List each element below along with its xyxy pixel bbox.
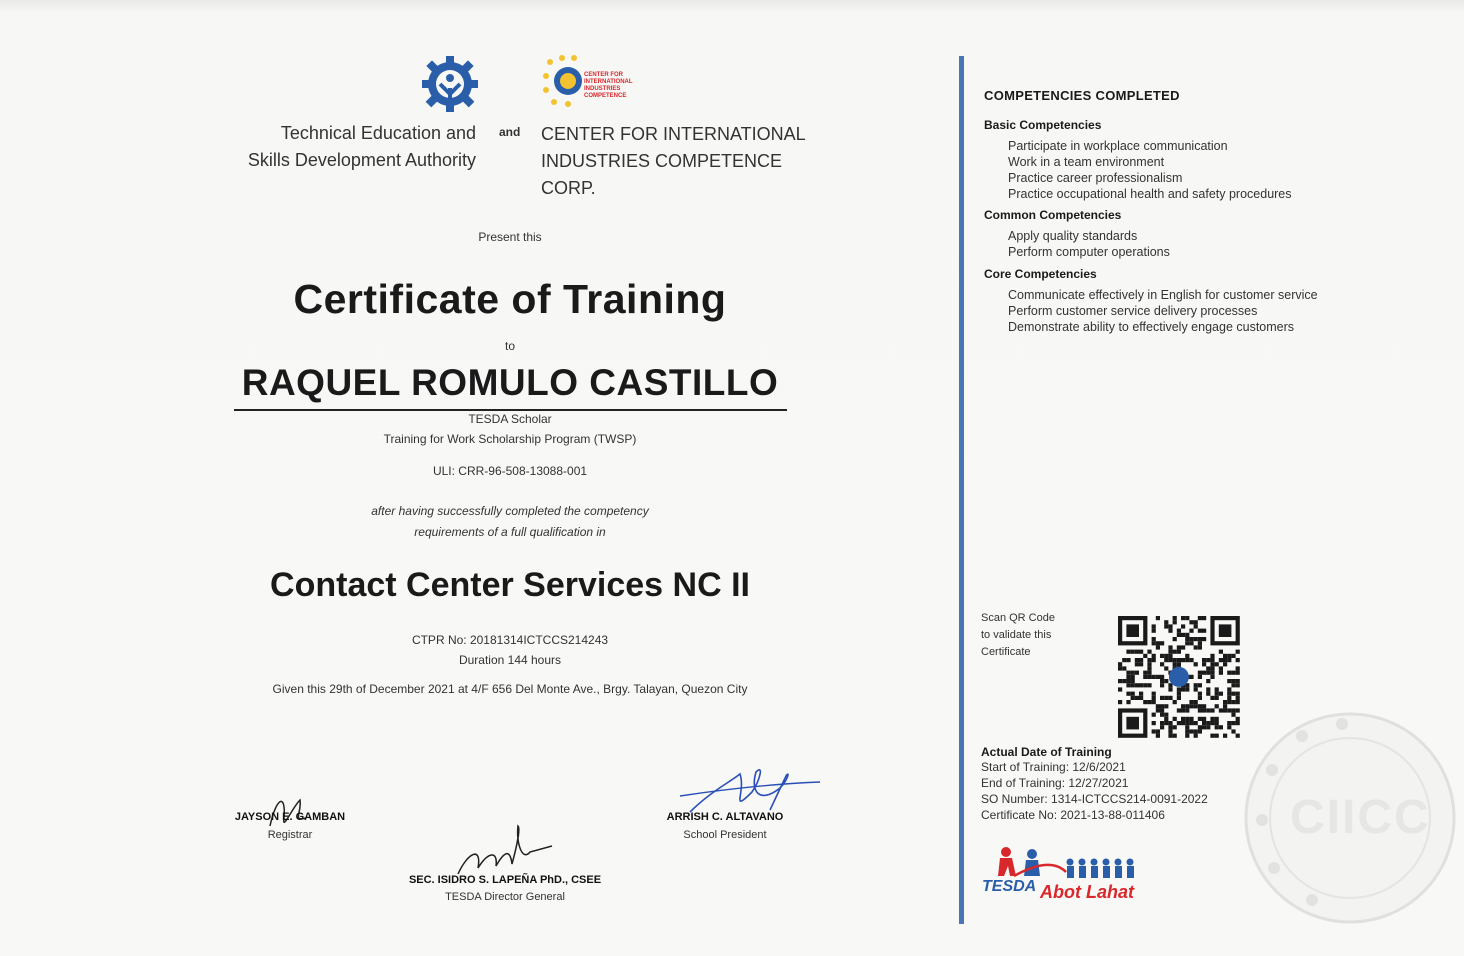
qr-line1: Scan QR Code: [981, 612, 1055, 624]
given-text: Given this 29th of December 2021 at 4/F 656 Del Monte Ave., Brgy. Talayan, Quezon City: [272, 682, 748, 696]
training-dates: [981, 745, 1208, 823]
ciicc-org-line2: INDUSTRIES COMPETENCE: [541, 151, 783, 171]
seal-text: CIICC: [1290, 791, 1431, 844]
ctpr-number: CTPR No: 20181314ICTCCS214243: [411, 633, 609, 647]
tesda-org-name: [210, 120, 476, 174]
list-item: Practice occupational health and safety procedures: [1008, 187, 1292, 201]
scholar-text: TESDA Scholar: [468, 412, 552, 426]
svg-text:COMPETENCE: COMPETENCE: [584, 93, 627, 99]
tesda-org-line2: Skills Development Authority: [247, 150, 476, 170]
duration-text: Duration 144 hours: [458, 653, 562, 667]
director-general-name: SEC. ISIDRO S. LAPEÑA PhD., CSEE: [408, 874, 602, 886]
list-item: Demonstrate ability to effectively engage customers: [1008, 320, 1295, 334]
competencies-heading: COMPETENCIES COMPLETED: [984, 88, 1180, 103]
list-item: Apply quality standards: [1008, 229, 1138, 243]
present-text: Present this: [478, 230, 542, 244]
training-start: Start of Training: 12/6/2021: [981, 760, 1126, 774]
vertical-divider: [959, 56, 964, 924]
list-item: Perform customer service delivery processes: [1008, 304, 1258, 318]
qualification-title: Contact Center Services NC II: [270, 566, 750, 604]
qr-line3: Certificate: [981, 646, 1031, 658]
ciicc-org-line3: CORP.: [541, 178, 596, 198]
name-underline: [234, 409, 787, 411]
registrar-title: Registrar: [267, 829, 313, 841]
president-title: School President: [683, 829, 767, 841]
core-competencies-label: Core Competencies: [984, 267, 1097, 281]
uli-text: ULI: CRR-96-508-13088-001: [432, 464, 588, 478]
core-competencies-list: [1008, 287, 1318, 335]
list-item: Perform computer operations: [1008, 245, 1170, 259]
svg-text:INDUSTRIES: INDUSTRIES: [584, 86, 621, 92]
abot-tesda-text: TESDA: [982, 878, 1037, 895]
tesda-gear-logo: [418, 54, 482, 114]
and-word: and: [499, 125, 521, 139]
training-dates-heading: Actual Date of Training: [981, 745, 1112, 759]
list-item: Practice career professionalism: [1008, 171, 1183, 185]
certificate-number: Certificate No: 2021-13-88-011406: [981, 808, 1165, 822]
ciicc-org-line1: CENTER FOR INTERNATIONAL: [541, 124, 806, 144]
qr-line2: to validate this: [981, 629, 1052, 641]
ciicc-org-name: [541, 121, 841, 202]
qr-code-icon: [1118, 616, 1246, 738]
director-general-title: TESDA Director General: [445, 891, 565, 903]
basic-competencies-list: [1008, 138, 1292, 202]
to-text: to: [504, 339, 515, 353]
list-item: Participate in workplace communication: [1008, 139, 1228, 153]
basic-competencies-label: Basic Competencies: [984, 118, 1102, 132]
ciicc-logo: [540, 54, 636, 108]
tesda-org-line1: Technical Education and: [280, 123, 476, 143]
so-number: SO Number: 1314-ICTCCS214-0091-2022: [981, 792, 1208, 806]
registrar-name: JAYSON E. GAMBAN: [234, 811, 346, 823]
common-competencies-label: Common Competencies: [984, 208, 1122, 222]
program-text: Training for Work Scholarship Program (TWSP): [383, 432, 637, 446]
president-name: ARRISH C. ALTAVANO: [666, 811, 784, 823]
qr-instructions: [981, 610, 1055, 661]
list-item: Communicate effectively in English for customer service: [1008, 288, 1318, 302]
certificate-title: Certificate of Training: [293, 276, 727, 322]
training-end: End of Training: 12/27/2021: [981, 776, 1129, 790]
statement-line2: requirements of a full qualification in: [414, 525, 606, 539]
abot-lahat-text: Abot Lahat: [1040, 882, 1134, 902]
svg-text:CENTER FOR: CENTER FOR: [584, 72, 623, 78]
list-item: Work in a team environment: [1008, 155, 1165, 169]
statement-line1: after having successfully completed the competency: [371, 504, 649, 518]
common-competencies-list: [1008, 228, 1170, 260]
recipient-name: RAQUEL ROMULO CASTILLO: [241, 362, 779, 403]
svg-text:INTERNATIONAL: INTERNATIONAL: [584, 79, 633, 85]
